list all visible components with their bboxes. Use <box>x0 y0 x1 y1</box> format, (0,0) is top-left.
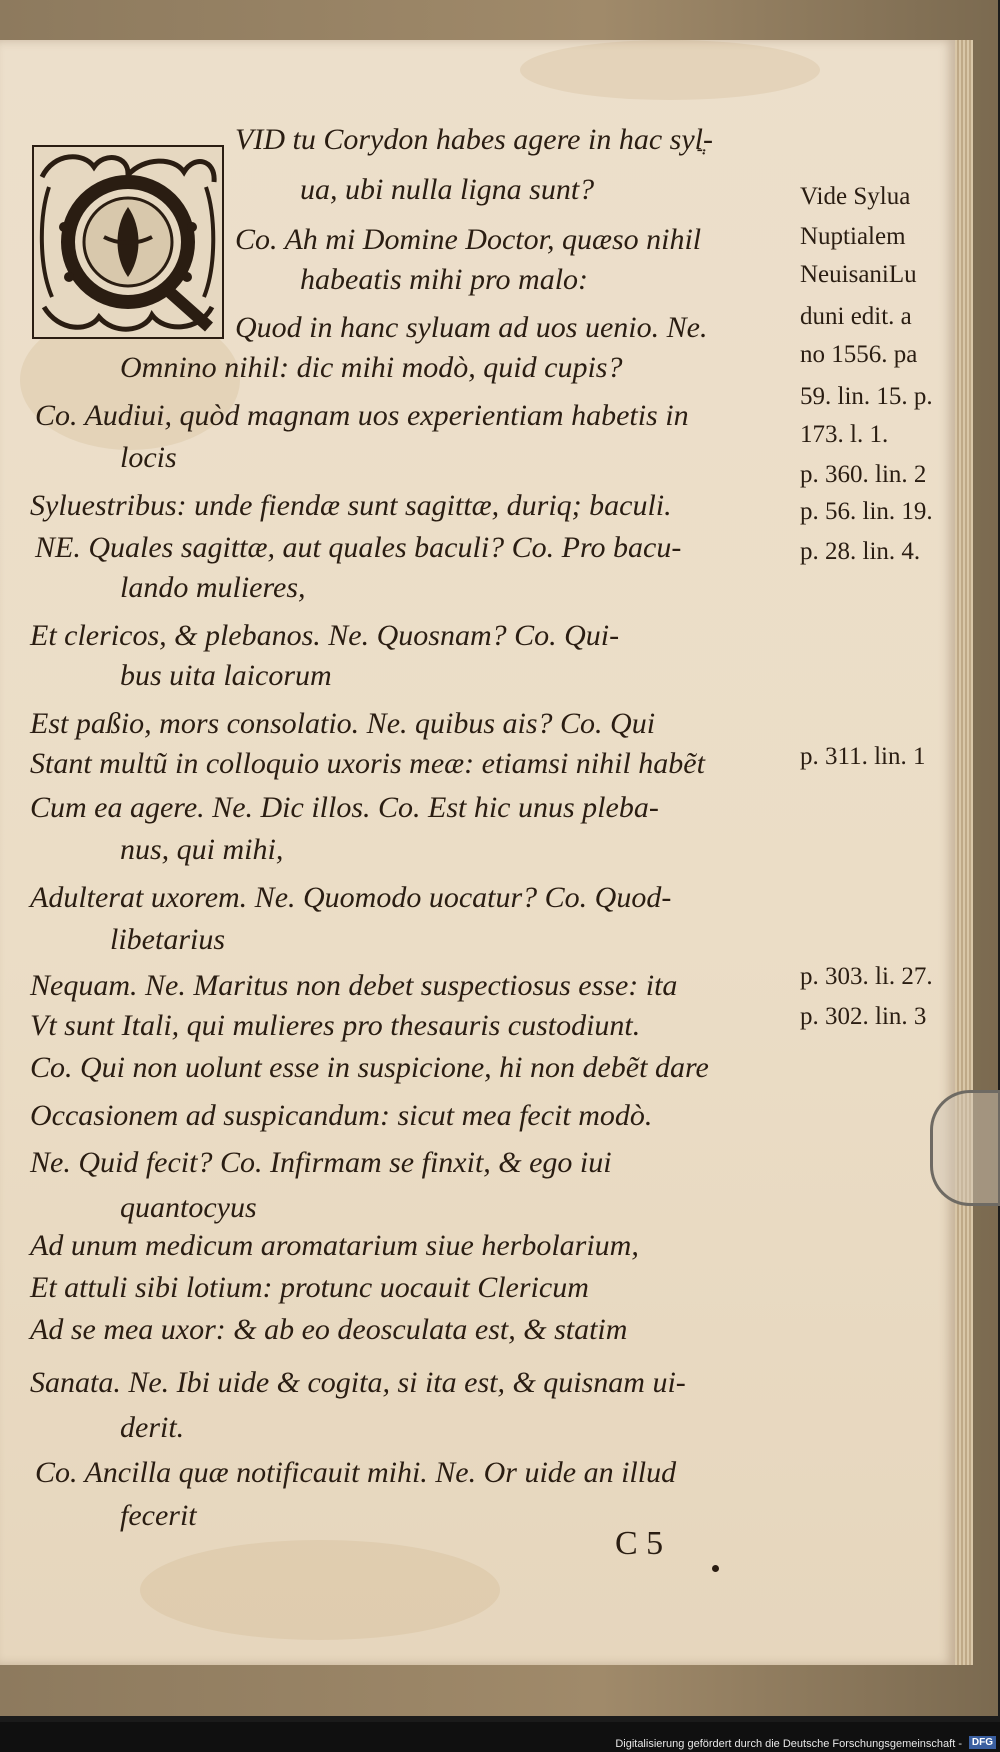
page-edges <box>955 40 973 1665</box>
stain <box>520 40 820 100</box>
text-line: quantocyus <box>120 1191 257 1224</box>
signature-mark: C 5 <box>615 1525 664 1562</box>
margin-note: Nuptialem <box>800 223 906 250</box>
decorated-initial <box>32 145 224 339</box>
text-line: Et clericos, & plebanos. Ne. Quosnam? Co. Qui- <box>30 619 620 652</box>
margin-note: Vide Sylua <box>800 183 911 210</box>
margin-note: p. 56. lin. 19. <box>800 498 933 525</box>
text-line: fecerit <box>120 1499 197 1532</box>
text-line: Ne. Quid fecit? Co. Infirmam se finxit, & ego iui <box>30 1146 612 1179</box>
text-line: habeatis mihi pro malo: <box>300 263 589 296</box>
text-line: Sanata. Ne. Ibi uide & cogita, si ita est, & quisnam ui- <box>30 1366 686 1399</box>
text-line: Syluestribus: unde fiendæ sunt sagittæ, duriq; baculi. <box>30 489 672 522</box>
text-line: Ad se mea uxor: & ab eo deosculata est, & statim <box>30 1313 628 1346</box>
margin-note: p. 28. lin. 4. <box>800 538 921 565</box>
text-line: Occasionem ad suspicandum: sicut mea fecit modò. <box>30 1099 653 1132</box>
book-clasp <box>930 1090 1000 1206</box>
text-line: NE. Quales sagittæ, aut quales baculi? Co. Pro bacu- <box>35 531 682 564</box>
initial-ornament-icon <box>34 147 222 337</box>
text-line: Ad unum medicum aromatarium siue herbolarium, <box>30 1229 639 1262</box>
text-line: nus, qui mihi, <box>120 833 284 866</box>
text-line: Co. Audiui, quòd magnam uos experientiam habetis in <box>35 399 689 432</box>
text-line: Omnino nihil: dic mihi modò, quid cupis? <box>120 351 623 384</box>
text-line: Quod in hanc syluam ad uos uenio. Ne. <box>235 311 708 344</box>
text-line: Co. Ancilla quæ notificauit mihi. Ne. Or uide an illud <box>35 1456 677 1489</box>
margin-note: duni edit. a <box>800 303 912 330</box>
text-line: Cum ea agere. Ne. Dic illos. Co. Est hic unus pleba- <box>30 791 659 824</box>
margin-note: 59. lin. 15. p. <box>800 383 933 410</box>
margin-note: p. 303. li. 27. <box>800 963 933 990</box>
text-line: Co. Qui non uolunt esse in suspicione, hi non debẽt dare <box>30 1051 709 1084</box>
text-line: Et attuli sibi lotium: protunc uocauit Clericum <box>30 1271 589 1304</box>
margin-note: NeuisaniLu <box>800 261 917 288</box>
margin-note: 173. l. 1. <box>800 421 889 448</box>
margin-note: p. 302. lin. 3 <box>800 1003 927 1030</box>
signature-dot <box>712 1565 719 1572</box>
margin-note: p. 360. lin. 2 <box>800 461 927 488</box>
text-line: Vt sunt Itali, qui mulieres pro thesauris custodiunt. <box>30 1009 641 1042</box>
text-line: Co. Ah mi Domine Doctor, quæso nihil <box>235 223 702 256</box>
dfg-logo: DFG <box>969 1736 996 1749</box>
text-line: locis <box>120 441 177 474</box>
text-line: VID tu Corydon habes agere in hac sylֲ- <box>235 123 713 156</box>
text-line: Stant multũ in colloquio uxoris meæ: etiamsi nihil habẽt <box>30 747 705 780</box>
margin-note: p. 311. lin. 1 <box>800 743 926 770</box>
text-line: derit. <box>120 1411 185 1444</box>
text-line: Est paßio, mors consolatio. Ne. quibus ais? Co. Qui <box>30 707 656 740</box>
text-line: Adulterat uxorem. Ne. Quomodo uocatur? Co. Quod- <box>30 881 672 914</box>
footer-credit: Digitalisierung gefördert durch die Deutsche Forschungsgemeinschaft - <box>615 1738 962 1750</box>
text-line: libetarius <box>110 923 226 956</box>
text-line: Nequam. Ne. Maritus non debet suspectiosus esse: ita <box>30 969 678 1002</box>
margin-note: no 1556. pa <box>800 341 918 368</box>
text-line: bus uita laicorum <box>120 659 332 692</box>
text-line: lando mulieres, <box>120 571 306 604</box>
stain <box>140 1540 500 1640</box>
text-line: ua, ubi nulla ligna sunt? <box>300 173 595 206</box>
